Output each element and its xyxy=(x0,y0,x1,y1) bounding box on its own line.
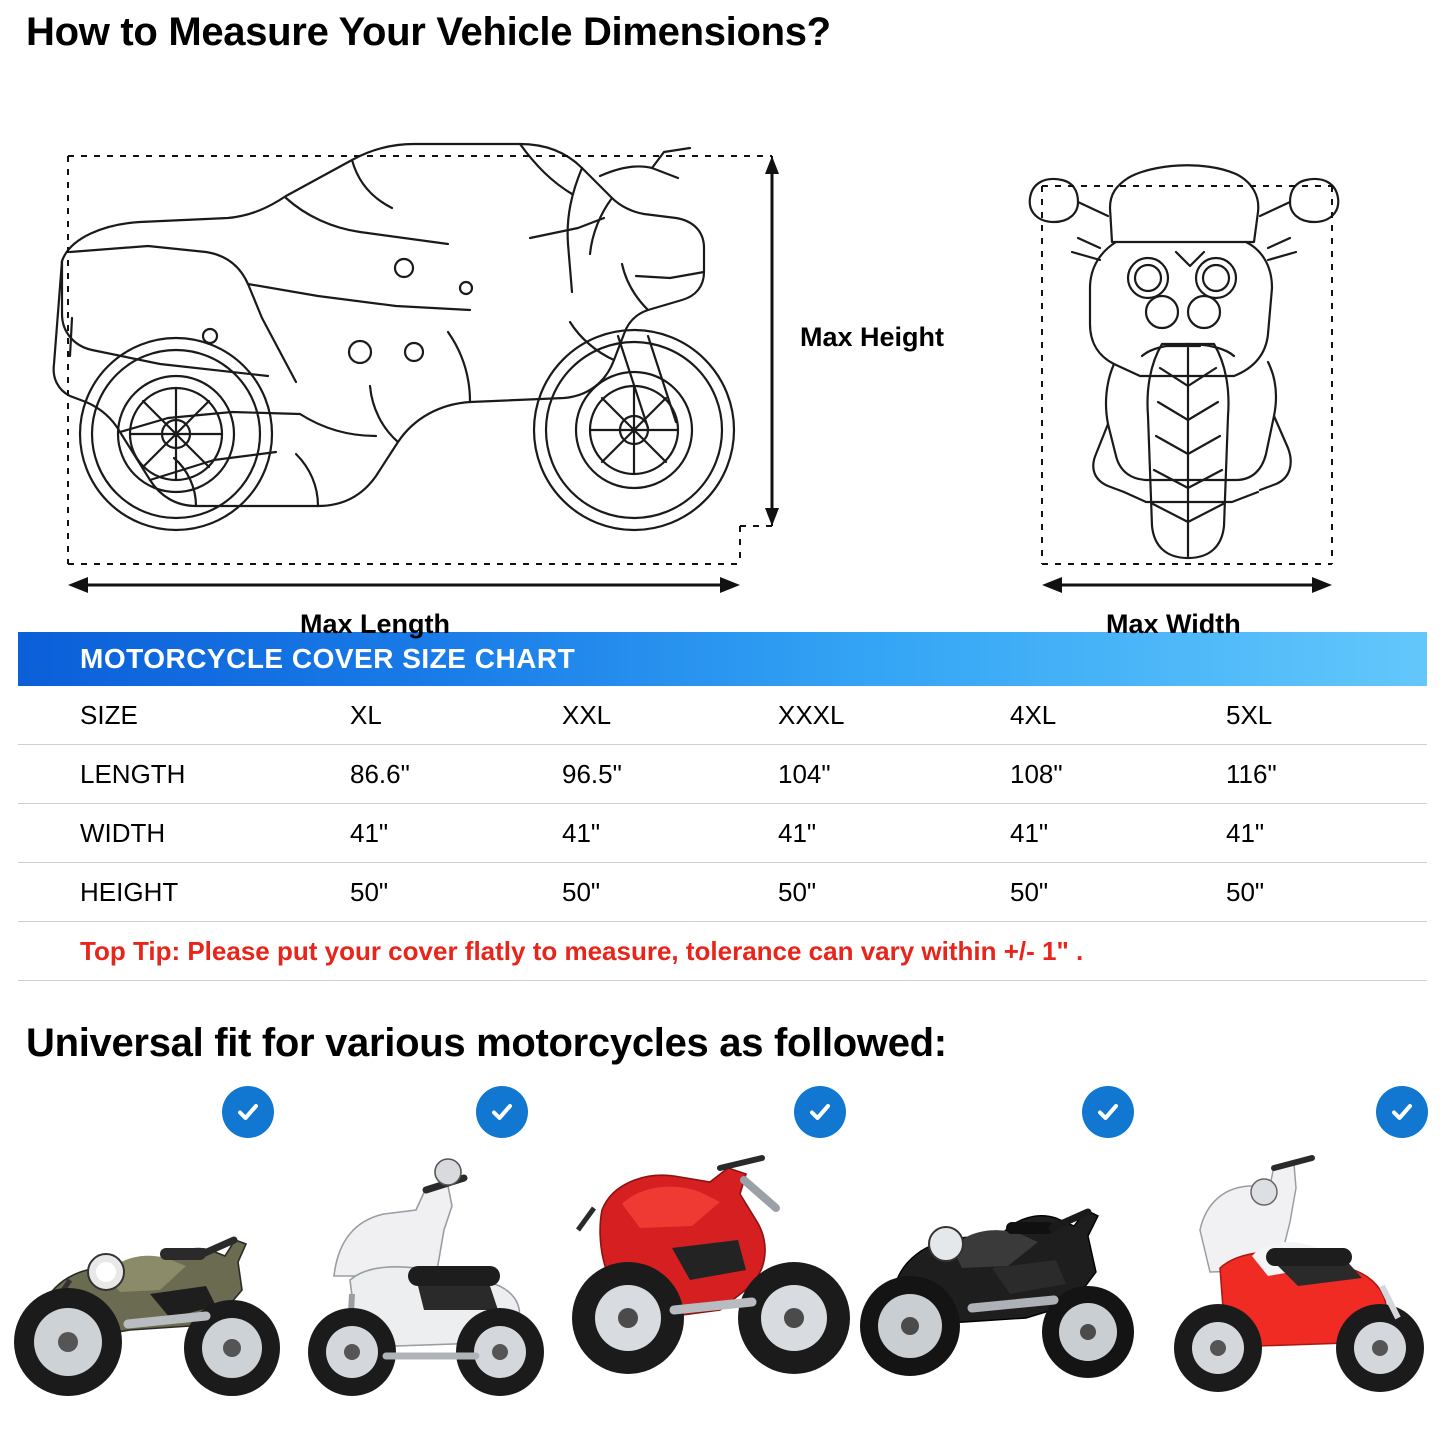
bike-item-cruiser-motorcycle xyxy=(10,1080,299,1400)
check-icon xyxy=(487,1097,517,1127)
cell: 5XL xyxy=(1226,686,1427,745)
cell: XXL xyxy=(562,686,778,745)
bike-item-vespa-scooter-red xyxy=(1148,1080,1437,1400)
cell: 50" xyxy=(1226,863,1427,922)
cell: 104" xyxy=(778,745,1010,804)
check-badge xyxy=(1082,1086,1134,1138)
check-icon xyxy=(1387,1097,1417,1127)
table-row xyxy=(18,686,1427,745)
cell: 50" xyxy=(778,863,1010,922)
cell: 41" xyxy=(350,804,562,863)
check-icon xyxy=(805,1097,835,1127)
max-height-label: Max Height xyxy=(800,322,945,352)
cell: 41" xyxy=(1010,804,1226,863)
measurement-diagram xyxy=(0,56,1445,639)
table-row xyxy=(18,745,1427,804)
table-row xyxy=(18,863,1427,922)
table-row xyxy=(18,804,1427,863)
cell: 4XL xyxy=(1010,686,1226,745)
bike-item-cruiser-black xyxy=(860,1080,1149,1400)
max-width-arrow xyxy=(1042,577,1332,593)
cell: 41" xyxy=(1226,804,1427,863)
motorcycle-side-outline xyxy=(54,144,734,530)
check-badge xyxy=(794,1086,846,1138)
cell: XL xyxy=(350,686,562,745)
check-badge xyxy=(476,1086,528,1138)
diagram-svg xyxy=(0,56,1445,626)
bike-item-scooter-white xyxy=(276,1080,565,1400)
size-chart-header xyxy=(18,632,1427,686)
row-label: HEIGHT xyxy=(18,863,350,922)
row-label: SIZE xyxy=(18,686,350,745)
cell: 41" xyxy=(778,804,1010,863)
table-row-tip xyxy=(18,922,1427,981)
page-title: How to Measure Your Vehicle Dimensions? xyxy=(26,10,831,54)
size-chart-table xyxy=(18,686,1427,981)
check-icon xyxy=(233,1097,263,1127)
cell: 108" xyxy=(1010,745,1226,804)
cell: 96.5" xyxy=(562,745,778,804)
cell: 50" xyxy=(1010,863,1226,922)
row-label: WIDTH xyxy=(18,804,350,863)
max-height-arrow xyxy=(765,156,779,526)
compatible-bikes-row xyxy=(0,1080,1445,1400)
motorcycle-front-outline xyxy=(1030,165,1339,558)
cell: 41" xyxy=(562,804,778,863)
cell: 86.6" xyxy=(350,745,562,804)
bike-item-sport-bike-red xyxy=(570,1080,859,1400)
size-chart-block xyxy=(18,632,1427,981)
max-length-arrow xyxy=(68,577,740,593)
top-tip-text: Top Tip: Please put your cover flatly to measure, tolerance can vary within +/- 1" . xyxy=(18,922,1427,981)
check-badge xyxy=(1376,1086,1428,1138)
cell: XXXL xyxy=(778,686,1010,745)
max-length-label: Max Length xyxy=(300,609,451,639)
universal-fit-heading: Universal fit for various motorcycles as followed: xyxy=(26,1021,947,1065)
row-label: LENGTH xyxy=(18,745,350,804)
size-chart-title: MOTORCYCLE COVER SIZE CHART xyxy=(80,643,576,674)
cell: 50" xyxy=(562,863,778,922)
check-icon xyxy=(1093,1097,1123,1127)
check-badge xyxy=(222,1086,274,1138)
cell: 116" xyxy=(1226,745,1427,804)
max-width-label: Max Width xyxy=(1106,609,1241,639)
cell: 50" xyxy=(350,863,562,922)
